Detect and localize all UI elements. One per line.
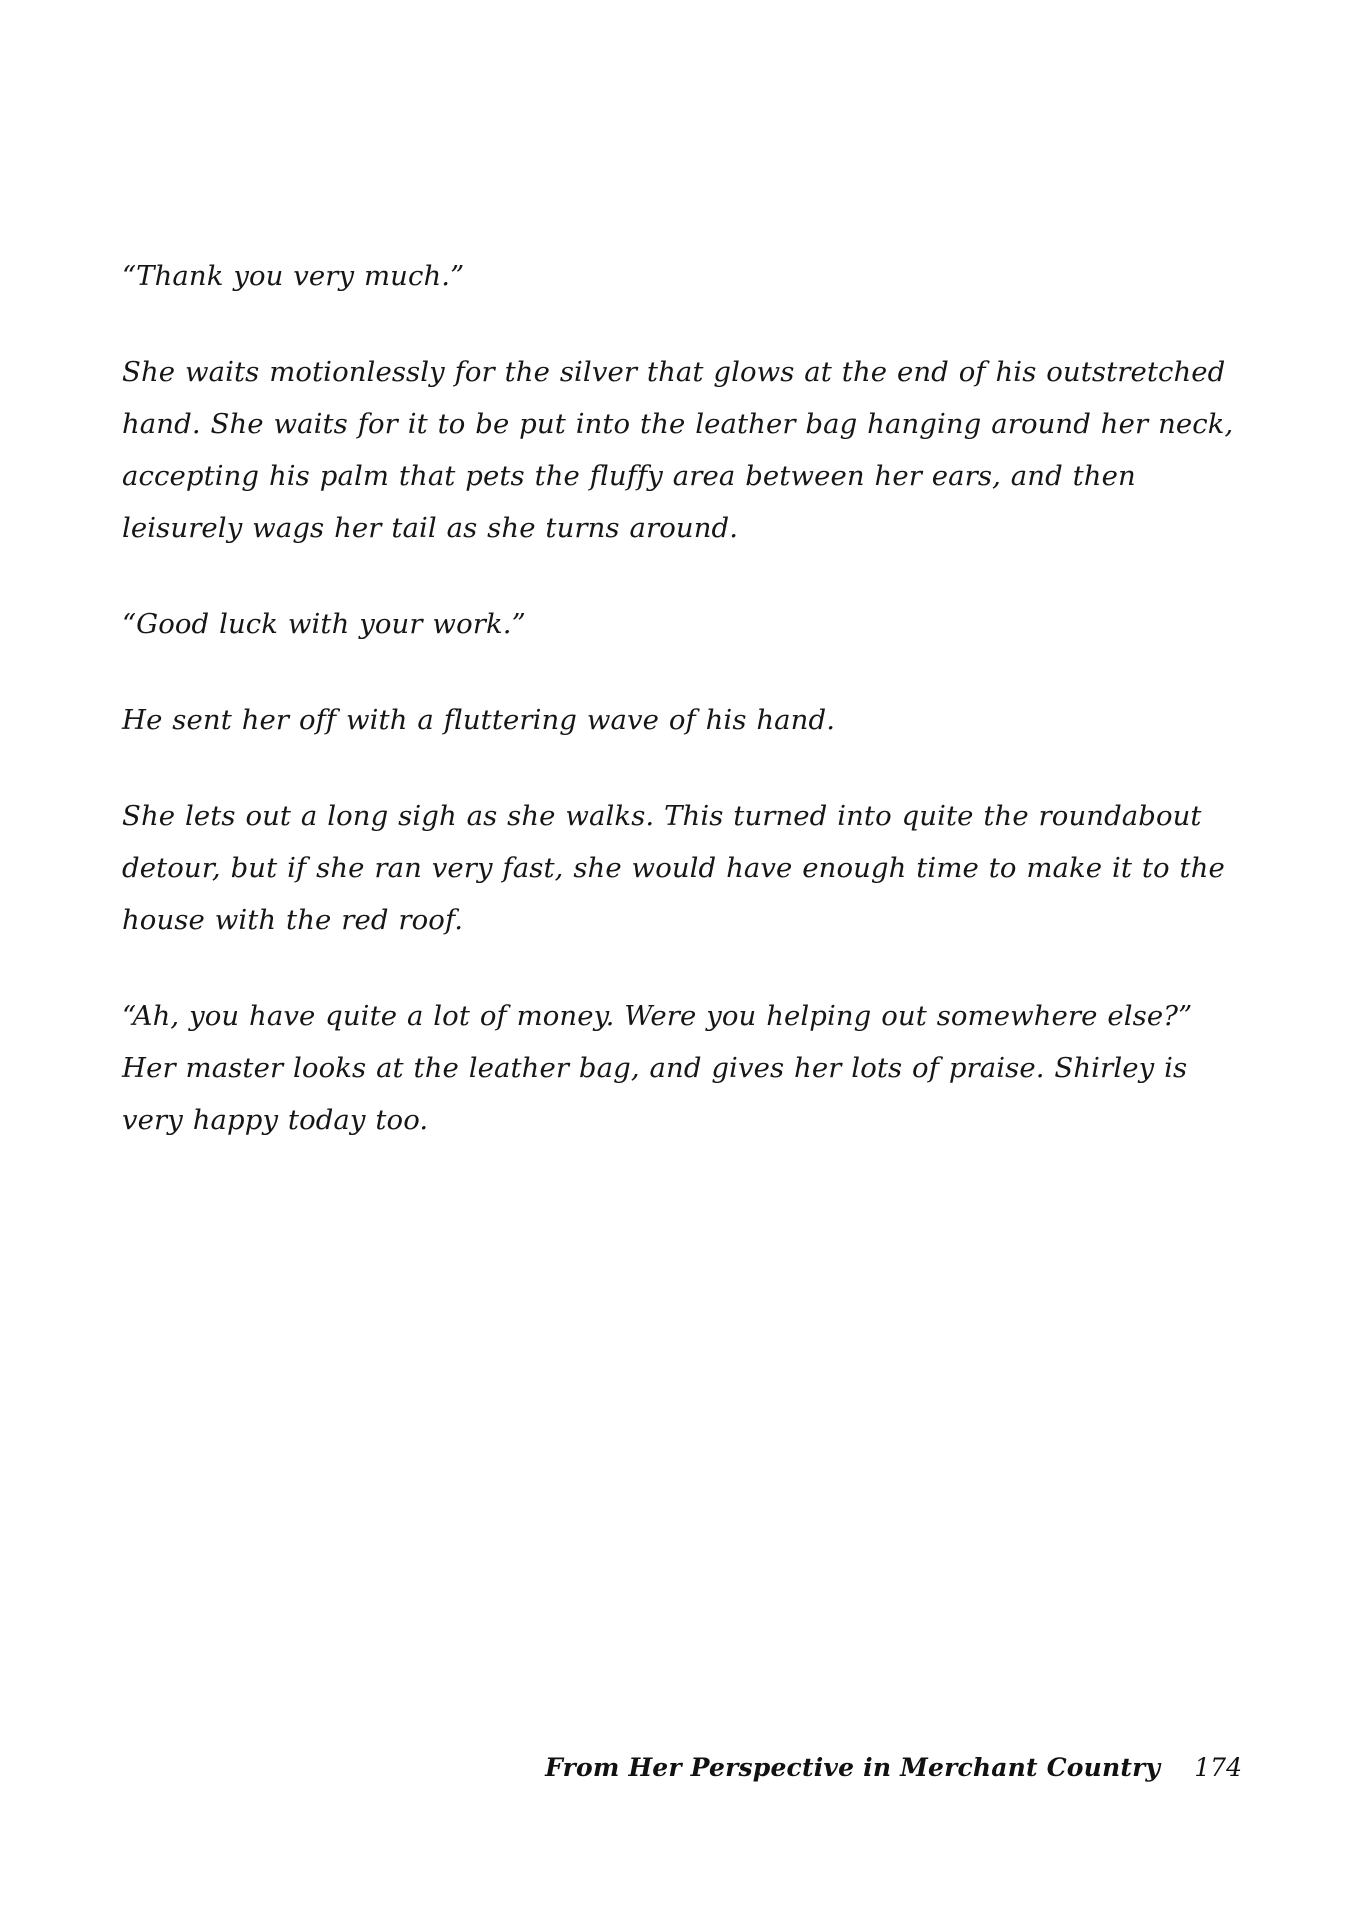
page-body-text (122, 250, 1242, 1146)
paragraph: He sent her off with a fluttering wave of his hand. (122, 704, 836, 736)
page-number: 174 (1194, 1753, 1242, 1782)
paragraph: She lets out a long sigh as she walks. This turned into quite the roundabout detour, but if she ran very fast, she would have enough time to make it to the house with the red roof. (122, 800, 1225, 936)
page-footer (122, 1753, 1242, 1782)
paragraph: “Ah, you have quite a lot of money. Were you helping out somewhere else?” Her master looks at the leather bag, and gives her lots of praise. Shirley is very happy today too. (122, 1000, 1193, 1136)
paragraph: “Thank you very much.” (122, 260, 465, 292)
paragraph: “Good luck with your work.” (122, 608, 526, 640)
footer-chapter-title: From Her Perspective in Merchant Country (545, 1753, 1161, 1782)
paragraph: She waits motionlessly for the silver that glows at the end of his outstretched hand. She waits for it to be put into the leather bag hanging around her neck, accepting his palm that pets the fluffy area between her ears, and then leisurely wags her tail as she turns around. (122, 356, 1234, 544)
